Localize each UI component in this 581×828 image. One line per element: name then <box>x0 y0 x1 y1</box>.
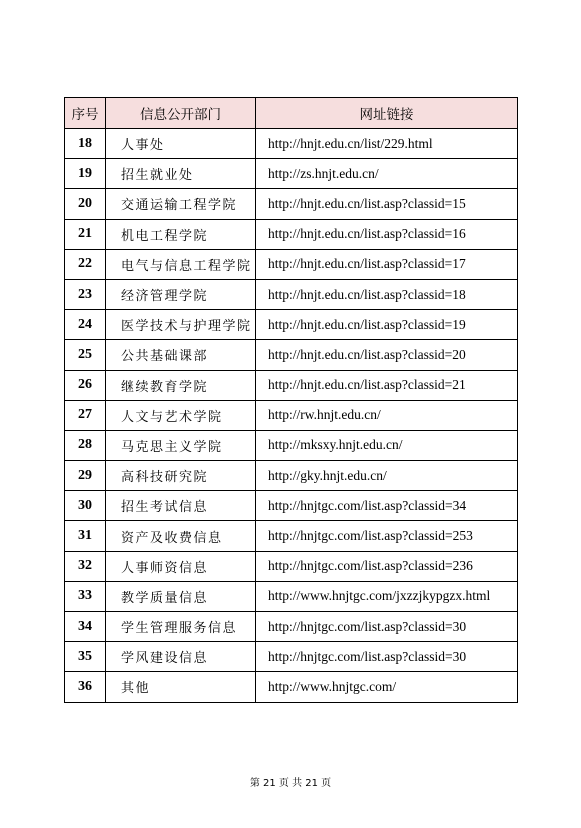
department-cell: 人事处 <box>106 129 256 159</box>
table-row <box>65 219 518 249</box>
table-body <box>65 129 518 703</box>
header-department: 信息公开部门 <box>106 98 256 129</box>
department-cell: 学风建设信息 <box>106 642 256 672</box>
department-cell: 其他 <box>106 672 256 702</box>
table-row <box>65 129 518 159</box>
serial-number-cell: 33 <box>65 581 106 611</box>
url-link-cell[interactable]: http://mksxy.hnjt.edu.cn/ <box>256 430 518 460</box>
table-row <box>65 521 518 551</box>
serial-number-cell: 23 <box>65 279 106 309</box>
department-cell: 经济管理学院 <box>106 279 256 309</box>
info-disclosure-table <box>64 97 518 703</box>
table-row <box>65 159 518 189</box>
department-cell: 交通运输工程学院 <box>106 189 256 219</box>
header-serial-number: 序号 <box>65 98 106 129</box>
department-cell: 机电工程学院 <box>106 219 256 249</box>
url-link-cell[interactable]: http://hnjtgc.com/list.asp?classid=253 <box>256 521 518 551</box>
department-cell: 人事师资信息 <box>106 551 256 581</box>
page-footer: 第 21 页 共 21 页 <box>249 778 332 789</box>
serial-number-cell: 20 <box>65 189 106 219</box>
department-cell: 马克思主义学院 <box>106 430 256 460</box>
url-link-cell[interactable]: http://hnjt.edu.cn/list.asp?classid=16 <box>256 219 518 249</box>
url-link-cell[interactable]: http://hnjt.edu.cn/list.asp?classid=17 <box>256 249 518 279</box>
serial-number-cell: 29 <box>65 461 106 491</box>
serial-number-cell: 28 <box>65 430 106 460</box>
serial-number-cell: 19 <box>65 159 106 189</box>
table-row <box>65 310 518 340</box>
department-cell: 公共基础课部 <box>106 340 256 370</box>
department-cell: 医学技术与护理学院 <box>106 310 256 340</box>
table-row <box>65 249 518 279</box>
table-row <box>65 400 518 430</box>
header-row <box>65 98 518 129</box>
serial-number-cell: 32 <box>65 551 106 581</box>
department-cell: 资产及收费信息 <box>106 521 256 551</box>
serial-number-cell: 26 <box>65 370 106 400</box>
table-row <box>65 672 518 702</box>
serial-number-cell: 21 <box>65 219 106 249</box>
serial-number-cell: 24 <box>65 310 106 340</box>
url-link-cell[interactable]: http://rw.hnjt.edu.cn/ <box>256 400 518 430</box>
url-link-cell[interactable]: http://hnjtgc.com/list.asp?classid=30 <box>256 612 518 642</box>
department-cell: 继续教育学院 <box>106 370 256 400</box>
serial-number-cell: 30 <box>65 491 106 521</box>
header-url: 网址链接 <box>256 98 518 129</box>
url-link-cell[interactable]: http://hnjtgc.com/list.asp?classid=236 <box>256 551 518 581</box>
table-row <box>65 491 518 521</box>
url-link-cell[interactable]: http://hnjt.edu.cn/list/229.html <box>256 129 518 159</box>
serial-number-cell: 34 <box>65 612 106 642</box>
department-cell: 教学质量信息 <box>106 581 256 611</box>
table-row <box>65 612 518 642</box>
url-link-cell[interactable]: http://hnjt.edu.cn/list.asp?classid=19 <box>256 310 518 340</box>
table-row <box>65 279 518 309</box>
url-link-cell[interactable]: http://hnjtgc.com/list.asp?classid=30 <box>256 642 518 672</box>
table-row <box>65 581 518 611</box>
url-link-cell[interactable]: http://hnjt.edu.cn/list.asp?classid=20 <box>256 340 518 370</box>
url-link-cell[interactable]: http://www.hnjtgc.com/ <box>256 672 518 702</box>
department-cell: 人文与艺术学院 <box>106 400 256 430</box>
department-cell: 学生管理服务信息 <box>106 612 256 642</box>
department-cell: 高科技研究院 <box>106 461 256 491</box>
table-row <box>65 189 518 219</box>
table-row <box>65 642 518 672</box>
table-row <box>65 370 518 400</box>
url-link-cell[interactable]: http://hnjt.edu.cn/list.asp?classid=21 <box>256 370 518 400</box>
serial-number-cell: 22 <box>65 249 106 279</box>
table-row <box>65 430 518 460</box>
serial-number-cell: 31 <box>65 521 106 551</box>
department-cell: 招生考试信息 <box>106 491 256 521</box>
url-link-cell[interactable]: http://gky.hnjt.edu.cn/ <box>256 461 518 491</box>
url-link-cell[interactable]: http://hnjt.edu.cn/list.asp?classid=15 <box>256 189 518 219</box>
serial-number-cell: 27 <box>65 400 106 430</box>
url-link-cell[interactable]: http://www.hnjtgc.com/jxzzjkypgzx.html <box>256 581 518 611</box>
department-cell: 电气与信息工程学院 <box>106 249 256 279</box>
url-link-cell[interactable]: http://hnjt.edu.cn/list.asp?classid=18 <box>256 279 518 309</box>
serial-number-cell: 35 <box>65 642 106 672</box>
table-header <box>65 98 518 129</box>
url-link-cell[interactable]: http://zs.hnjt.edu.cn/ <box>256 159 518 189</box>
url-link-cell[interactable]: http://hnjtgc.com/list.asp?classid=34 <box>256 491 518 521</box>
table-row <box>65 461 518 491</box>
serial-number-cell: 25 <box>65 340 106 370</box>
table-row <box>65 551 518 581</box>
serial-number-cell: 36 <box>65 672 106 702</box>
table-row <box>65 340 518 370</box>
department-cell: 招生就业处 <box>106 159 256 189</box>
serial-number-cell: 18 <box>65 129 106 159</box>
